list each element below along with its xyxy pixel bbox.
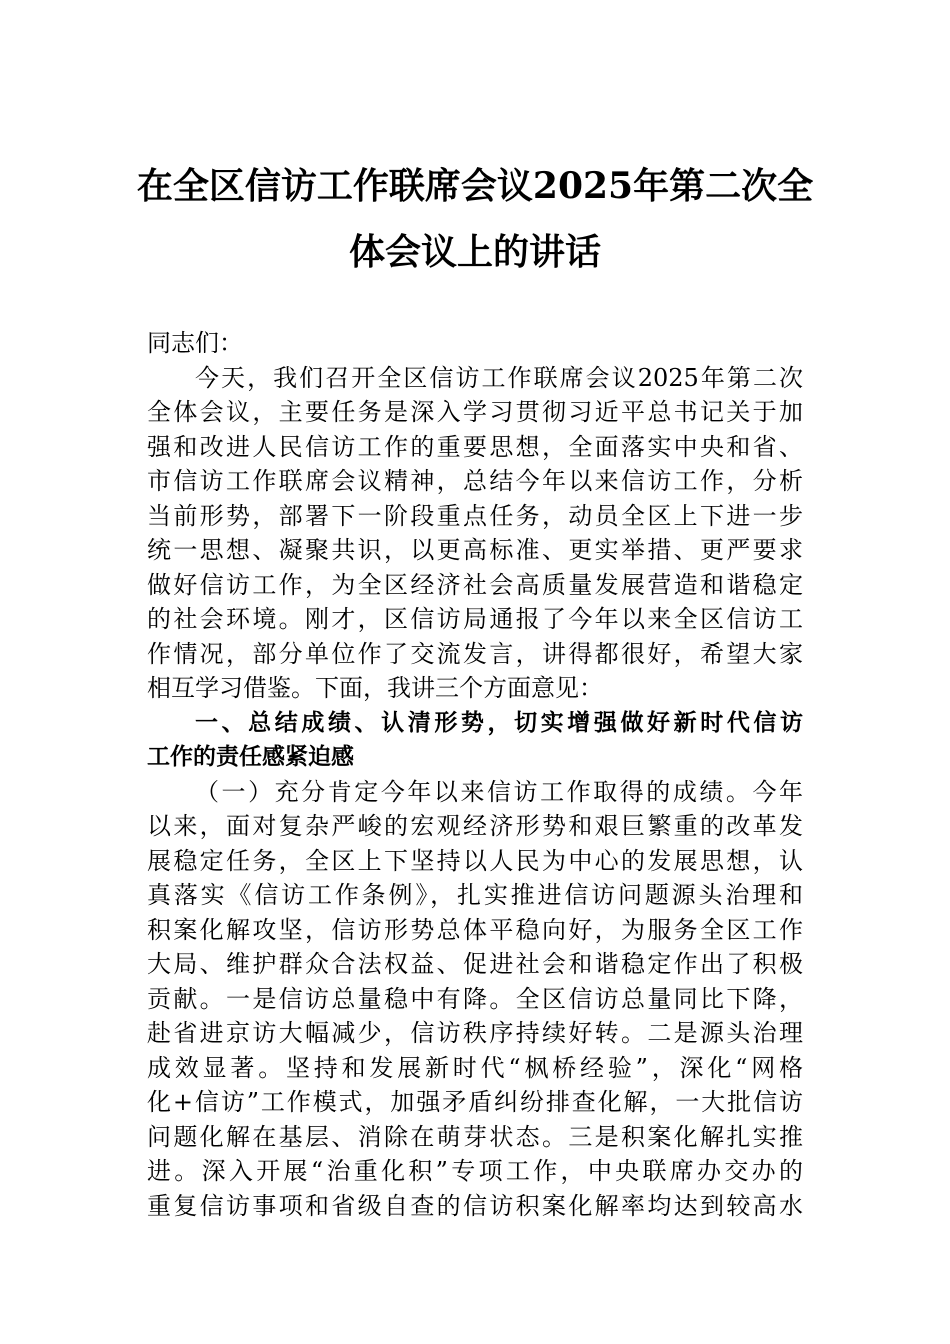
paragraph-1-line: 今天，我们召开全区信访工作联席会议2025年第二次 xyxy=(195,363,803,392)
paragraph-1-line: 强和改进人民信访工作的重要思想，全面落实中央和省、 xyxy=(147,432,803,461)
paragraph-1-line: 全体会议，主要任务是深入学习贯彻习近平总书记关于加 xyxy=(147,398,803,426)
greeting: 同志们： xyxy=(147,329,243,357)
paragraph-1-line: 相互学习借鉴。下面，我讲三个方面意见： xyxy=(147,674,603,702)
paragraph-2-line: 真落实《信访工作条例》，扎实推进信访问题源头治理和 xyxy=(147,881,803,909)
paragraph-2-line: 积案化解攻坚，信访形势总体平稳向好，为服务全区工作 xyxy=(147,915,803,944)
paragraph-2-line: 进。深入开展“治重化积”专项工作，中央联席办交办的 xyxy=(147,1157,803,1185)
paragraph-1-line: 统一思想、凝聚共识，以更高标准、更实举措、更严要求 xyxy=(147,536,803,564)
paragraph-1-line: 市信访工作联席会议精神，总结今年以来信访工作，分析 xyxy=(147,467,803,495)
section-heading-line: 工作的责任感紧迫感 xyxy=(147,744,354,770)
document-body xyxy=(147,326,803,1223)
paragraph-1-line: 作情况，部分单位作了交流发言，讲得都很好，希望大家 xyxy=(147,639,803,668)
document-title-line-1: 在全区信访工作联席会议2025年第二次全 xyxy=(136,165,814,207)
paragraph-2-line: 化+信访”工作模式，加强矛盾纠纷排查化解，一大批信访 xyxy=(147,1088,803,1116)
paragraph-2-line: 以来，面对复杂严峻的宏观经济形势和艰巨繁重的改革发 xyxy=(147,812,803,840)
paragraph-2-line: 成效显著。坚持和发展新时代“枫桥经验”，深化“网格 xyxy=(147,1053,803,1082)
paragraph-1-line: 的社会环境。刚才，区信访局通报了今年以来全区信访工 xyxy=(147,605,803,633)
paragraph-2-line: 重复信访事项和省级自查的信访积案化解率均达到较高水 xyxy=(147,1191,803,1220)
section-heading-line: 一、总结成绩、认清形势，切实增强做好新时代信访 xyxy=(195,709,803,736)
paragraph-2-line: 赴省进京访大幅减少，信访秩序持续好转。二是源头治理 xyxy=(147,1019,803,1047)
paragraph-2-line: 展稳定任务，全区上下坚持以人民为中心的发展思想，认 xyxy=(147,846,803,875)
paragraph-2-line: 贡献。一是信访总量稳中有降。全区信访总量同比下降， xyxy=(147,984,803,1013)
paragraph-2-line: （一）充分肯定今年以来信访工作取得的成绩。今年 xyxy=(195,777,803,806)
document-title-line-2: 体会议上的讲话 xyxy=(348,231,601,273)
paragraph-2-line: 大局、维护群众合法权益、促进社会和谐稳定作出了积极 xyxy=(147,950,803,978)
paragraph-1-line: 做好信访工作，为全区经济社会高质量发展营造和谐稳定 xyxy=(147,570,803,599)
paragraph-1-line: 当前形势，部署下一阶段重点任务，动员全区上下进一步 xyxy=(147,501,803,530)
paragraph-2-line: 问题化解在基层、消除在萌芽状态。三是积案化解扎实推 xyxy=(147,1122,803,1151)
